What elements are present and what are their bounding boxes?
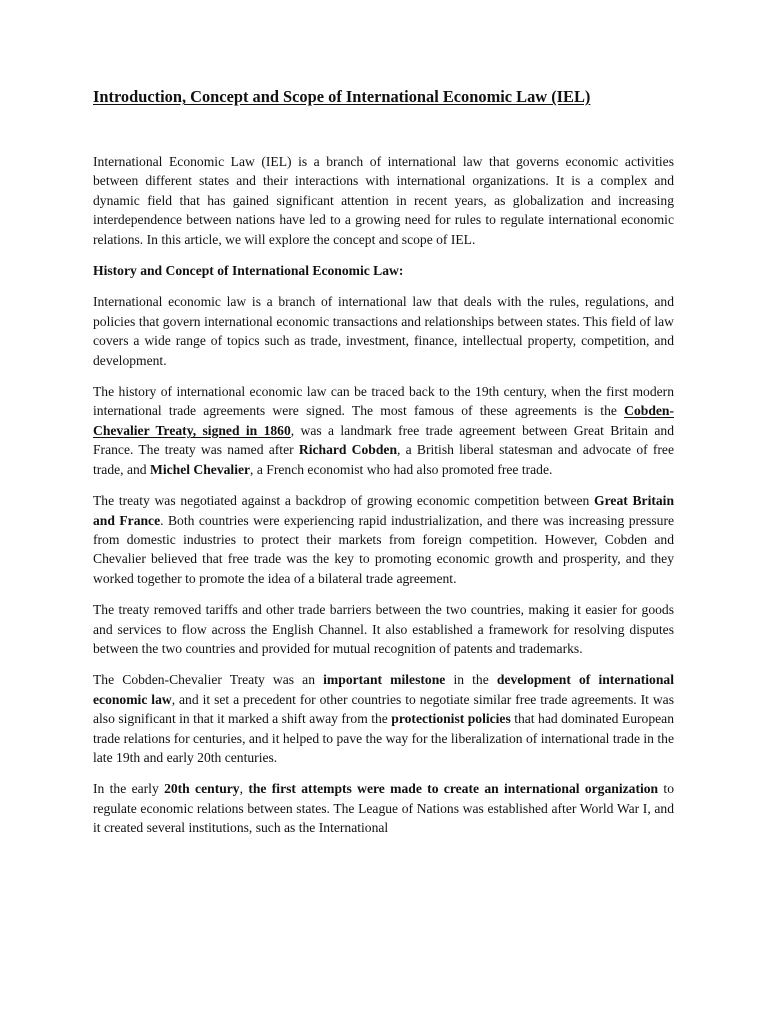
emphasized-text: protectionist policies [391, 711, 511, 727]
paragraph [93, 152, 674, 249]
emphasized-text: Cobden-Chevalier Treaty, signed in 1860 [93, 403, 674, 438]
document-body [93, 152, 674, 838]
text-run: , a British liberal statesman and advocate of free trade, and [93, 442, 674, 477]
text-run: The treaty was negotiated against a backdrop of growing economic competition between [93, 493, 595, 509]
emphasized-text: Michel Chevalier [150, 461, 251, 477]
paragraph [93, 491, 674, 588]
document-title: Introduction, Concept and Scope of International Economic Law (IEL) [93, 87, 591, 106]
emphasized-text: 20th century [164, 781, 240, 797]
text-run: . Both countries were experiencing rapid industrialization, and there was increasing pressure from domestic industries to protect their markets from foreign competition. However, Cobden and Chevalier believed that free trade was the key to promoting economic growth and prosperity, and they worked together to promote the idea of a bilateral trade agreement. [93, 512, 675, 586]
text-run: , [239, 781, 249, 797]
emphasized-text: Great Britain and France [93, 493, 675, 528]
text-run: in the [445, 672, 497, 688]
text-run: History and Concept of International Economic Law: [93, 263, 404, 279]
paragraph [93, 779, 674, 837]
text-run: to regulate economic relations between states. The League of Nations was established after World War I, and it created several institutions, such as the International [93, 781, 675, 836]
text-run: In the early [93, 781, 165, 797]
text-run: International Economic Law (IEL) is a branch of international law that governs economic activities between different states and their interactions with international organizations. It is a complex and dynamic field that has gained significant attention in recent years, as globalization and increasing interdependence between nations have led to a growing need for rules to regulate international economic relations. In this article, we will explore the concept and scope of IEL. [93, 154, 674, 247]
text-run: , a French economist who had also promoted free trade. [250, 461, 553, 477]
paragraph [93, 382, 674, 479]
text-run: that had dominated European trade relations for centuries, and it helped to pave the way for the liberalization of international trade in the late 19th and early 20th centuries. [93, 711, 674, 765]
text-run: International economic law is a branch of international law that deals with the rules, regulations, and policies that govern international economic transactions and relationships between states. This field of law covers a wide range of topics such as trade, investment, finance, intellectual property, competition, and development. [93, 294, 674, 368]
text-run: , and it set a precedent for other countries to negotiate similar free trade agreements. It was also significant in that it marked a shift away from the [93, 691, 674, 727]
text-run: The Cobden-Chevalier Treaty was an [93, 672, 324, 688]
text-run: The treaty removed tariffs and other trade barriers between the two countries, making it easier for goods and services to flow across the English Channel. It also established a framework for resolving disputes between the two countries and provided for mutual recognition of patents and trademarks. [93, 602, 674, 656]
emphasized-text: development of international economic law [93, 672, 674, 707]
emphasized-text: important milestone [323, 672, 446, 688]
text-run: , was a landmark free trade agreement between Great Britain and France. The treaty was named after [93, 422, 674, 458]
paragraph [93, 600, 674, 658]
emphasized-text: the first attempts were made to create an international organization [248, 781, 659, 797]
paragraph [93, 670, 674, 767]
paragraph [93, 292, 674, 370]
emphasized-text: Richard Cobden [298, 442, 398, 458]
section-heading [93, 261, 674, 280]
text-run: The history of international economic law can be traced back to the 19th century, when the first modern international trade agreements were signed. The most famous of these agreements is the [93, 384, 674, 419]
